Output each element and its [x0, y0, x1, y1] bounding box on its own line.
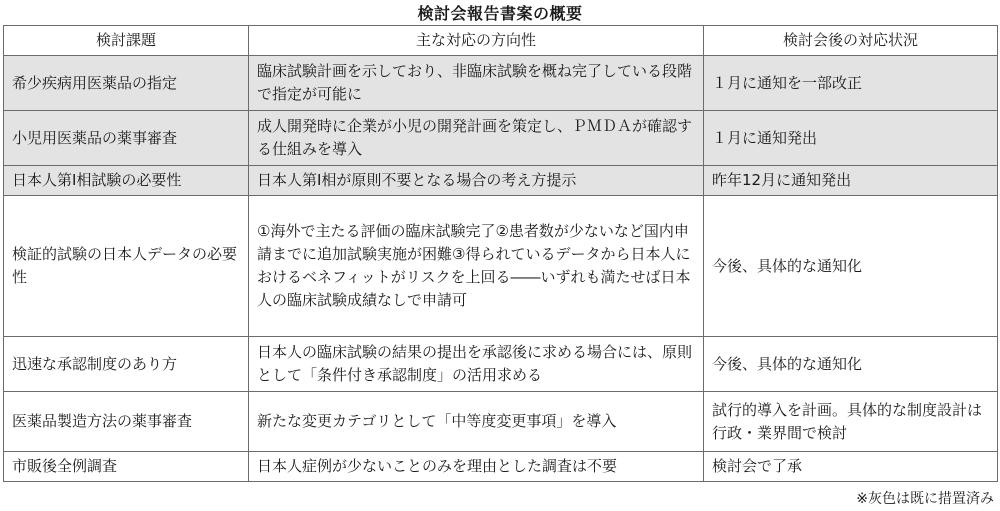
table-row	[4, 452, 998, 482]
direction-cell: ①海外で主たる評価の臨床試験完了②患者数が少ないなど国内申請までに追加試験実施が困難③得られているデータから日本人におけるベネフィットがリスクを上回る――いずれも満たせば日本人の臨床試験成績なしで申請可	[249, 196, 704, 337]
table-row	[4, 337, 998, 392]
direction-cell: 日本人の臨床試験の結果の提出を承認後に求める場合には、原則として「条件付き承認制度」の活用求める	[249, 337, 704, 392]
topic-cell: 市販後全例調査	[4, 452, 249, 482]
status-cell: １月に通知発出	[704, 111, 998, 166]
topic-cell: 日本人第Ⅰ相試験の必要性	[4, 166, 249, 196]
status-cell: 今後、具体的な通知化	[704, 337, 998, 392]
topic-cell: 迅速な承認制度のあり方	[4, 337, 249, 392]
summary-table	[3, 25, 998, 482]
direction-cell: 日本人症例が少ないことのみを理由とした調査は不要	[249, 452, 704, 482]
status-cell: １月に通知を一部改正	[704, 56, 998, 111]
table-row	[4, 166, 998, 196]
direction-cell: 臨床試験計画を示しており、非臨床試験を概ね完了している段階で指定が可能に	[249, 56, 704, 111]
table-row	[4, 111, 998, 166]
direction-cell: 成人開発時に企業が小児の開発計画を策定し、ＰＭＤＡが確認する仕組みを導入	[249, 111, 704, 166]
status-cell: 昨年12月に通知発出	[704, 166, 998, 196]
direction-cell: 新たな変更カテゴリとして「中等度変更事項」を導入	[249, 392, 704, 452]
column-header-status: 検討会後の対応状況	[704, 26, 998, 56]
status-cell: 試行的導入を計画。具体的な制度設計は行政・業界間で検討	[704, 392, 998, 452]
table-row	[4, 56, 998, 111]
status-cell: 今後、具体的な通知化	[704, 196, 998, 337]
topic-cell: 検証的試験の日本人データの必要性	[4, 196, 249, 337]
table-row	[4, 392, 998, 452]
header-row	[4, 26, 998, 56]
table-title: 検討会報告書案の概要	[417, 4, 583, 23]
table-row	[4, 196, 998, 337]
column-header-direction: 主な対応の方向性	[249, 26, 704, 56]
topic-cell: 小児用医薬品の薬事審査	[4, 111, 249, 166]
status-cell: 検討会で了承	[704, 452, 998, 482]
footnote: ※灰色は既に措置済み	[856, 491, 994, 507]
column-header-topic: 検討課題	[4, 26, 249, 56]
topic-cell: 希少疾病用医薬品の指定	[4, 56, 249, 111]
direction-cell: 日本人第Ⅰ相が原則不要となる場合の考え方提示	[249, 166, 704, 196]
topic-cell: 医薬品製造方法の薬事審査	[4, 392, 249, 452]
